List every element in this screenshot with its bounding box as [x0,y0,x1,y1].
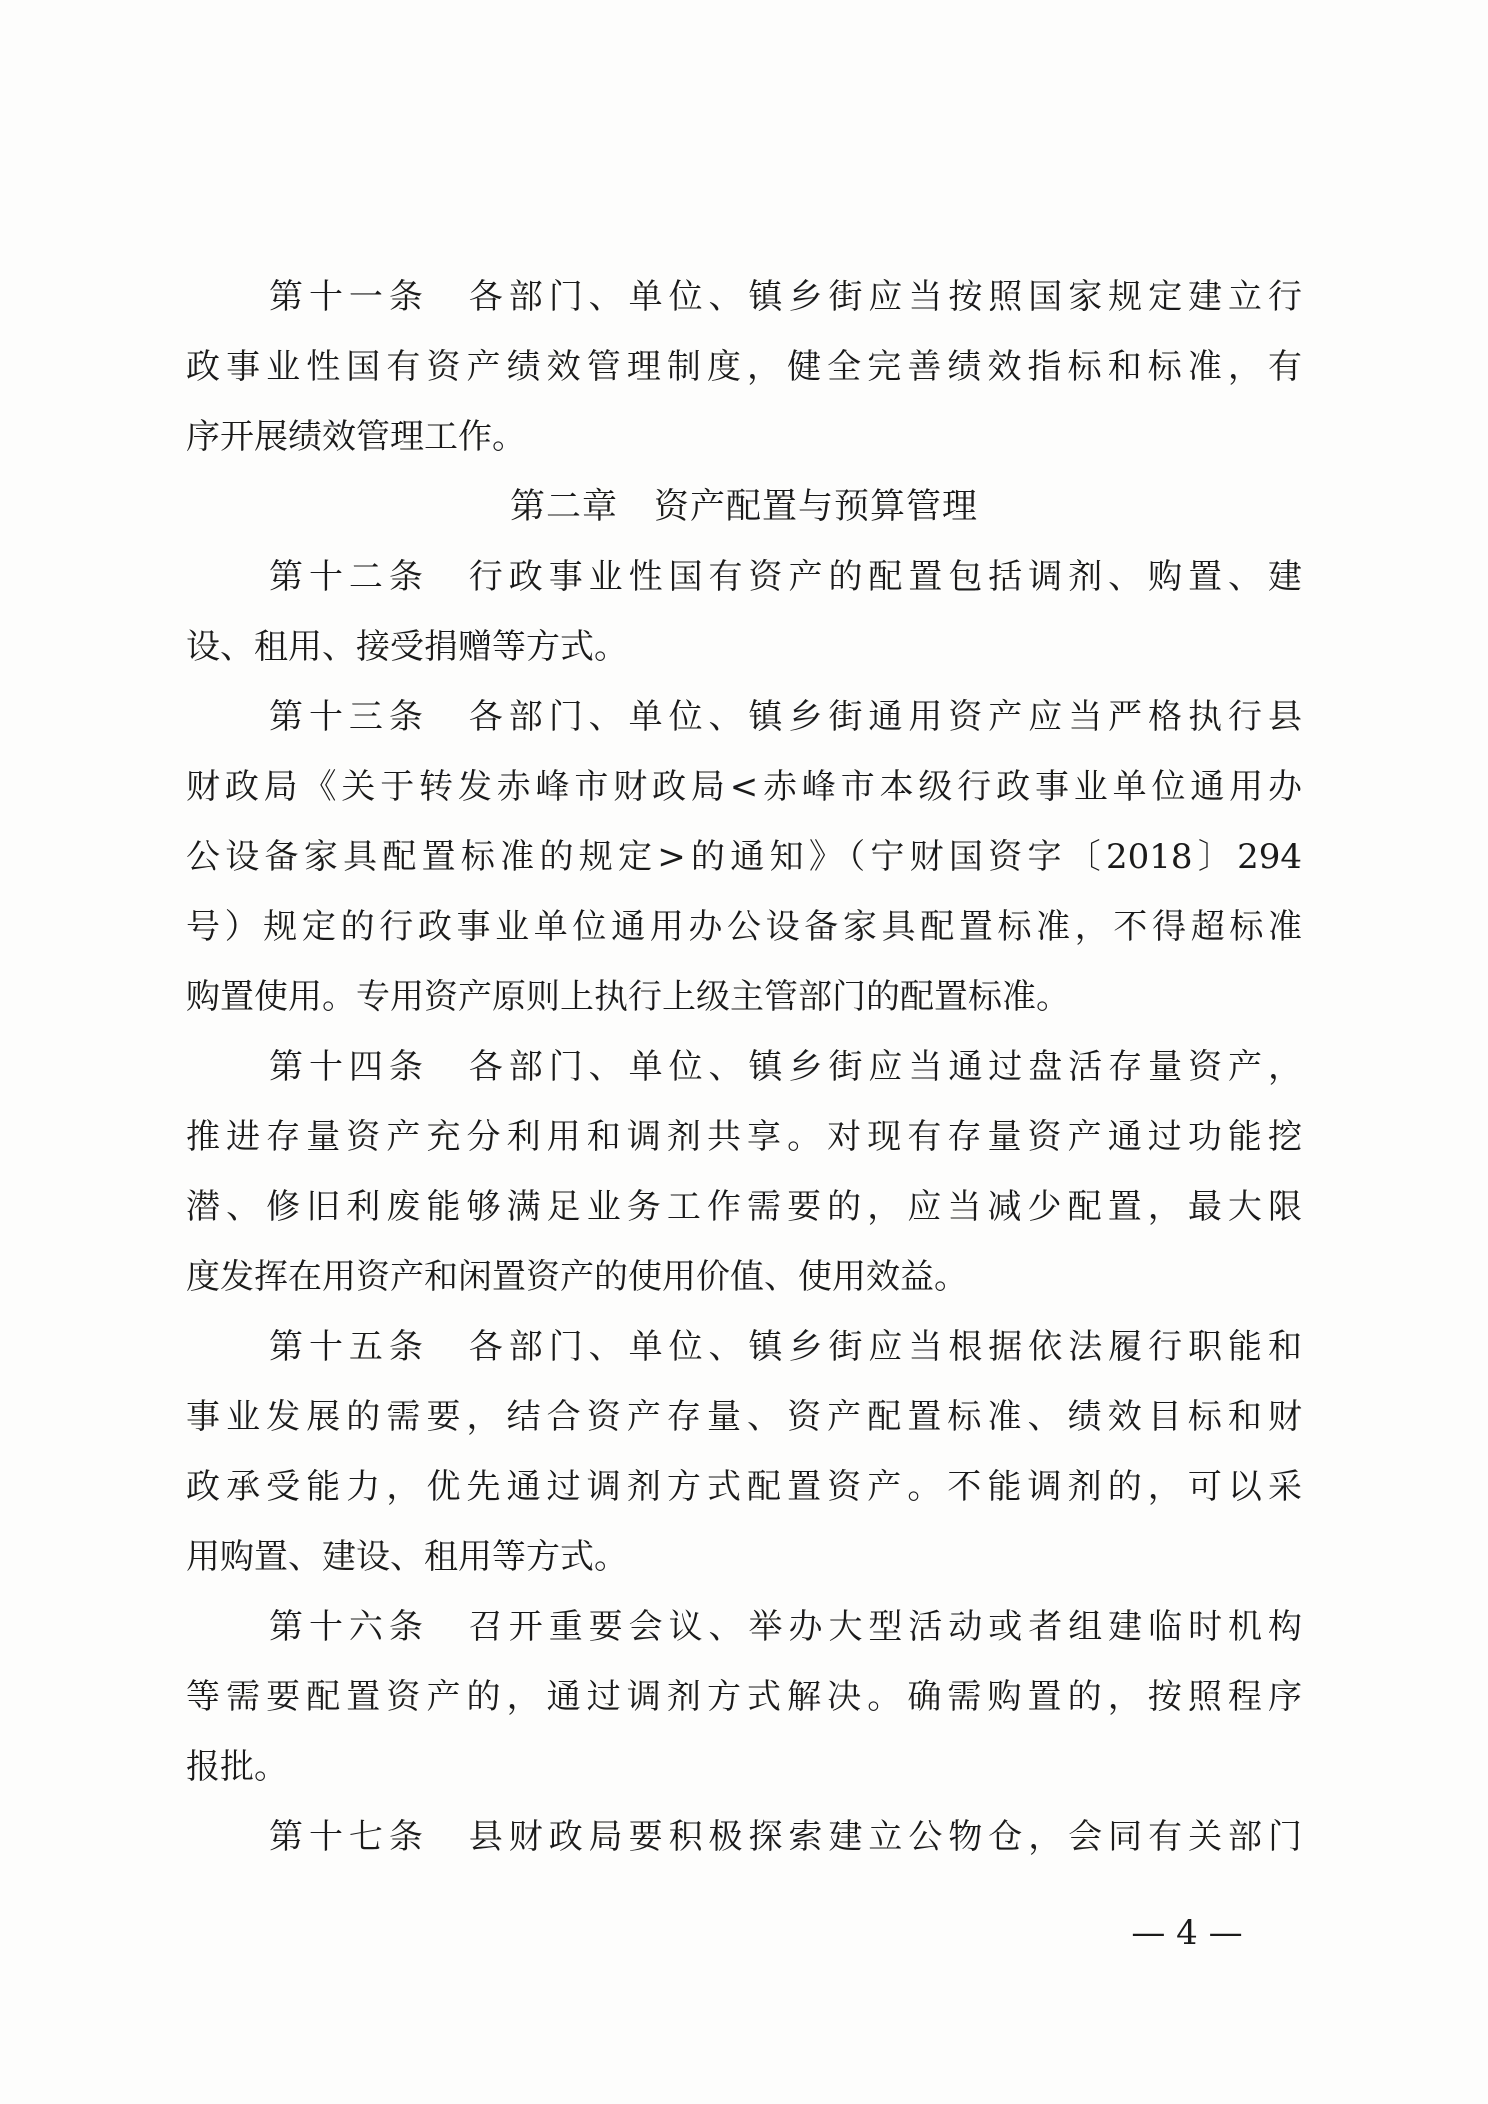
text-line: 序开展绩效管理工作。 [186,417,526,457]
article-14 [186,1032,1302,1312]
text-line: 等需要配置资产的，通过调剂方式解决。确需购置的，按照程序 [186,1677,1302,1717]
text-line: 第十二条 行政事业性国有资产的配置包括调剂、购置、建 [269,557,1302,597]
chapter-title: 第二章 资产配置与预算管理 [509,487,978,527]
text-line: 设、租用、接受捐赠等方式。 [186,627,628,667]
text-line: 号）规定的行政事业单位通用办公设备家具配置标准，不得超标准 [186,907,1302,947]
text-line: 第十四条 各部门、单位、镇乡街应当通过盘活存量资产， [269,1047,1302,1087]
text-line: 潜、修旧利废能够满足业务工作需要的，应当减少配置，最大限 [186,1187,1302,1227]
document-body [186,262,1302,1872]
text-line: 财政局《关于转发赤峰市财政局<赤峰市本级行政事业单位通用办 [186,767,1302,807]
article-11 [186,262,1302,472]
article-15 [186,1312,1302,1592]
article-13 [186,682,1302,1032]
text-line: 用购置、建设、租用等方式。 [186,1537,628,1577]
text-line: 第十一条 各部门、单位、镇乡街应当按照国家规定建立行 [269,277,1302,317]
text-line: 政承受能力，优先通过调剂方式配置资产。不能调剂的，可以采 [186,1467,1302,1507]
article-12 [186,542,1302,682]
text-line: 购置使用。专用资产原则上执行上级主管部门的配置标准。 [186,977,1070,1017]
text-line: 公设备家具配置标准的规定>的通知》（宁财国资字〔2018〕294 [186,837,1302,877]
text-line: 事业发展的需要，结合资产存量、资产配置标准、绩效目标和财 [186,1397,1302,1437]
page-number: — 4 — [1131,1913,1243,1953]
text-line: 推进存量资产充分利用和调剂共享。对现有存量资产通过功能挖 [186,1117,1302,1157]
text-line: 政事业性国有资产绩效管理制度，健全完善绩效指标和标准，有 [186,347,1302,387]
text-line: 报批。 [186,1747,288,1787]
text-line: 第十五条 各部门、单位、镇乡街应当根据依法履行职能和 [269,1327,1302,1367]
text-line: 第十七条 县财政局要积极探索建立公物仓，会同有关部门 [269,1817,1302,1857]
text-line: 第十六条 召开重要会议、举办大型活动或者组建临时机构 [269,1607,1302,1647]
text-line: 度发挥在用资产和闲置资产的使用价值、使用效益。 [186,1257,968,1297]
text-line: 第十三条 各部门、单位、镇乡街通用资产应当严格执行县 [269,697,1302,737]
article-16 [186,1592,1302,1802]
article-17 [186,1802,1302,1872]
